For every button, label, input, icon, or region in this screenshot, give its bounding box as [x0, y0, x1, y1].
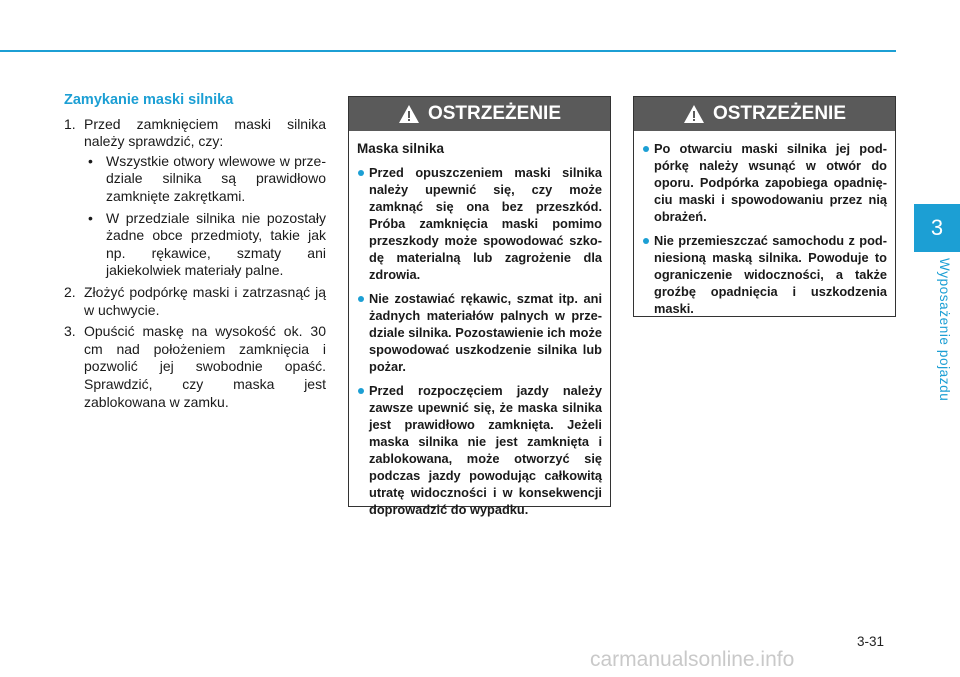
bullet-icon: [358, 296, 364, 302]
checklist-item: [88, 210, 326, 280]
step-text: Opuścić maskę na wysokość ok. 30 cm nad położeniem zamknięcia i pozwolić jej swobodnie opaść. Sprawdzić, czy maska jest zablokowana w zamku.: [84, 323, 326, 410]
bullet-icon: [358, 170, 364, 176]
bullet-icon: [358, 388, 364, 394]
watermark: carmanualsonline.info: [590, 648, 795, 671]
step-1: [64, 116, 326, 280]
warning-item: [357, 382, 602, 518]
warning-item-text: Nie zostawiać rękawic, szmat itp. ani żadnych materiałów palnych w przedziale silnika. Pozostawienie ich może spowodować uszkodzenie silnika lub pożar.: [369, 291, 602, 374]
warning-item-text: Przed opuszczeniem maski silnika należy upewnić się, czy może zamknąć się ona bez przeszkód. Próba zamknięcia maski pomimo przeszkody może spowodować szkodę materialną lub zagrożenie dla zdrowia.: [369, 165, 602, 282]
bullet-icon: [643, 238, 649, 244]
warning-item-text: Po otwarciu maski silnika jej podpórkę należy wsunąć w otwór do oporu. Podpórka zapobiega opadnięciu maski i spowodowaniu przez nią obrażeń.: [654, 141, 887, 224]
bullet: •: [88, 209, 93, 226]
chapter-title: Wyposażenie pojazdu: [937, 258, 952, 402]
chapter-number: 3: [930, 215, 944, 240]
warning-title: OSTRZEŻENIE: [427, 103, 561, 124]
top-rule: [0, 50, 896, 52]
warning-box-hood: [348, 96, 611, 517]
warning-body: [634, 131, 895, 332]
page-number: 3-31: [857, 634, 885, 649]
checklist-text: Wszystkie otwory wlewowe w przedziale silnika są prawidłowo zamknięte zakrętkami.: [106, 152, 326, 204]
warning-triangle-icon: [398, 104, 420, 124]
bullet: •: [88, 152, 93, 169]
warning-body: [349, 131, 610, 533]
warning-item-text: Przed rozpoczęciem jazdy należy zawsze upewnić się, że maska silnika jest prawidłowo zamknięta. Jeżeli maska silnika nie jest zamknięta i zablokowana, może otworzyć się podczas jazdy powodując całkowitą utratę widoczności i w konsekwencji doprowadzić do wypadku.: [369, 383, 602, 517]
warning-header: [634, 97, 895, 131]
step-number: 2.: [64, 283, 76, 300]
warning-item: [642, 232, 887, 317]
warning-item-text: Nie przemieszczać samochodu z podniesioną maską silnika. Powoduje to ograniczenie widoczności, a także groźbę opadnięcia i uszkodzenia maski.: [654, 233, 887, 316]
step-text: Złożyć podpórkę maski i zatrzasnąć ją w uchwycie.: [84, 283, 326, 318]
chapter-tab[interactable]: [914, 204, 960, 252]
step-text: Przed zamknięciem maski silnika należy sprawdzić, czy:: [84, 115, 326, 150]
checklist-text: W przedziale silnika nie pozostały żadne obce przedmioty, takie jak np. rękawice, szmaty ani jakiekolwiek materiały palne.: [106, 209, 326, 279]
section-heading: Zamykanie maski silnika: [64, 92, 234, 108]
warning-header: [349, 97, 610, 131]
warning-box-support: [633, 96, 896, 317]
step-number: 3.: [64, 323, 76, 340]
warning-title: OSTRZEŻENIE: [712, 103, 846, 124]
step-number: 1.: [64, 115, 76, 132]
warning-item: [642, 140, 887, 225]
warning-item: [357, 290, 602, 375]
step-3: [64, 323, 326, 411]
step-2: [64, 284, 326, 319]
warning-subheading: Maska silnika: [357, 141, 445, 156]
checklist-item: [88, 153, 326, 206]
instructions-column: [64, 92, 326, 415]
warning-item: [357, 164, 602, 283]
warning-triangle-icon: [683, 104, 705, 124]
bullet-icon: [643, 146, 649, 152]
